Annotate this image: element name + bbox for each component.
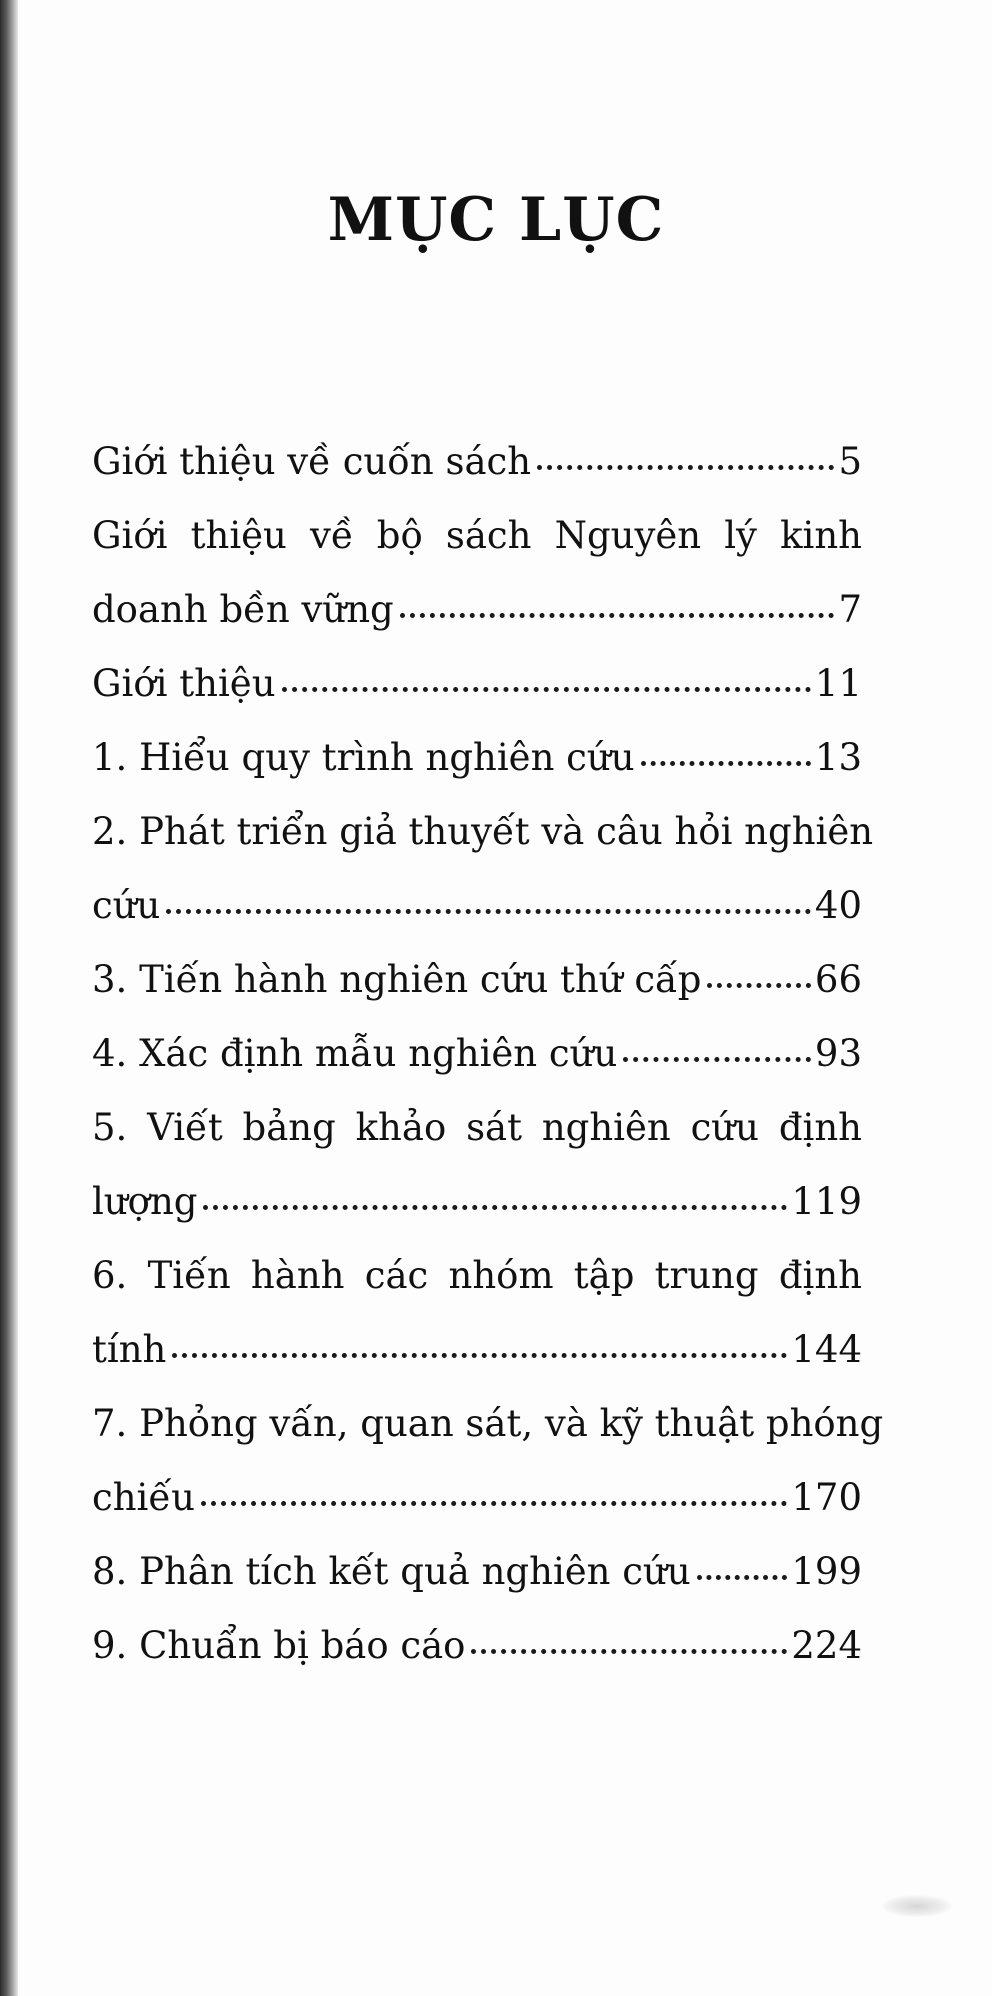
toc-entry-last-line (92, 1313, 862, 1387)
toc-page-number: 119 (791, 1180, 862, 1223)
toc-page-number: 11 (814, 662, 862, 705)
toc-leader-dots (282, 681, 811, 692)
toc-entry-title: cứu (92, 884, 161, 927)
toc-entry-chapter-3 (92, 943, 862, 1017)
toc-entry-title: 3. Tiến hành nghiên cứu thứ cấp (92, 958, 702, 1001)
toc-leader-dots (203, 1199, 787, 1210)
toc-entry-line: 2. Phát triển giả thuyết và câu hỏi nghiên (92, 810, 874, 853)
toc-entry-last-line (92, 573, 862, 647)
toc-entry-title: doanh bền vững (92, 588, 394, 631)
spine-shadow (0, 0, 18, 1996)
toc-entry-chapter-5 (92, 1091, 862, 1239)
toc-leader-dots (707, 977, 810, 988)
toc-entry-chapter-4 (92, 1017, 862, 1091)
toc-entry-chapter-9 (92, 1609, 862, 1683)
toc-entry-title: 9. Chuẩn bị báo cáo (92, 1624, 466, 1667)
paper-speck (882, 1895, 952, 1917)
toc-entry-chapter-1 (92, 721, 862, 795)
toc-entry-last-line (92, 1461, 862, 1535)
toc-entry-intro-series (92, 499, 862, 647)
toc-page-number: 5 (838, 440, 862, 483)
toc-entry-chapter-7 (92, 1387, 884, 1535)
toc-entry-introduction (92, 647, 862, 721)
toc-leader-dots (201, 1495, 787, 1506)
toc-leader-dots (471, 1643, 787, 1654)
toc-entry-title: lượng (92, 1180, 198, 1223)
toc-entry-line: 7. Phỏng vấn, quan sát, và kỹ thuật phóng (92, 1402, 884, 1445)
toc-entry-title: Giới thiệu về cuốn sách (92, 440, 532, 483)
toc-page-number: 7 (838, 588, 862, 631)
toc-entry-title: Giới thiệu (92, 662, 276, 705)
toc-entry-last-line (92, 1017, 862, 1091)
toc-entry-chapter-6 (92, 1239, 862, 1387)
toc-entry-chapter-2 (92, 795, 874, 943)
toc-leader-dots (697, 1569, 788, 1580)
toc-page-number: 93 (814, 1032, 862, 1075)
toc-entry-title: 8. Phân tích kết quả nghiên cứu (92, 1550, 691, 1593)
toc-leader-dots (537, 459, 834, 470)
toc-entry-last-line (92, 721, 862, 795)
table-of-contents (92, 425, 884, 1683)
toc-entry-last-line (92, 425, 862, 499)
toc-page-number: 144 (791, 1328, 862, 1371)
toc-entry-title: tính (92, 1328, 167, 1371)
toc-page-number: 40 (814, 884, 862, 927)
toc-entry-last-line (92, 1609, 862, 1683)
toc-leader-dots (172, 1347, 787, 1358)
toc-entry-line: 6. Tiến hành các nhóm tập trung định (92, 1254, 862, 1297)
toc-entry-last-line (92, 647, 862, 721)
toc-entry-intro-book (92, 425, 862, 499)
toc-entry-line: Giới thiệu về bộ sách Nguyên lý kinh (92, 514, 862, 557)
toc-page-number: 224 (791, 1624, 862, 1667)
toc-page-number: 66 (814, 958, 862, 1001)
toc-entry-last-line (92, 1535, 862, 1609)
toc-entry-title: chiếu (92, 1476, 195, 1519)
toc-entry-chapter-8 (92, 1535, 862, 1609)
toc-entry-last-line (92, 1165, 862, 1239)
page-title: MỤC LỤC (327, 185, 665, 255)
toc-entry-last-line (92, 943, 862, 1017)
toc-page-number: 170 (791, 1476, 862, 1519)
toc-page-number: 199 (791, 1550, 862, 1593)
toc-leader-dots (623, 1051, 811, 1062)
toc-entry-last-line (92, 869, 862, 943)
toc-entry-line: 5. Viết bảng khảo sát nghiên cứu định (92, 1106, 862, 1149)
toc-leader-dots (166, 903, 811, 914)
toc-entry-title: 4. Xác định mẫu nghiên cứu (92, 1032, 618, 1075)
toc-page-number: 13 (814, 736, 862, 779)
toc-leader-dots (641, 755, 811, 766)
toc-leader-dots (400, 607, 835, 618)
toc-entry-title: 1. Hiểu quy trình nghiên cứu (92, 736, 635, 779)
